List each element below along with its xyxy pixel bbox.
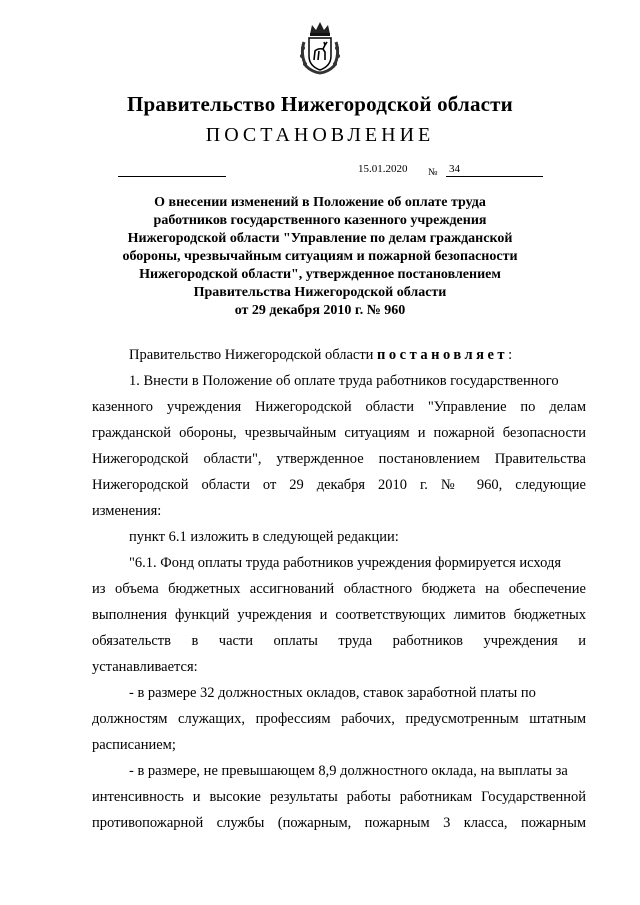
paragraph-line: должностям служащих, профессиям рабочих, предусмотренным штатным xyxy=(92,711,586,727)
paragraph-line: 1. Внести в Положение об оплате труда работников государственного xyxy=(129,373,559,389)
paragraph-line: Нижегородской области", утвержденное постановлением Правительства xyxy=(92,451,586,467)
paragraph-line: гражданской обороны, чрезвычайным ситуациям и пожарной безопасности xyxy=(92,425,586,441)
document-subject xyxy=(110,194,530,320)
document-number: 34 xyxy=(449,163,460,175)
preamble-colon: : xyxy=(508,347,513,363)
paragraph-line: обязательств в части оплаты труда работников учреждения и xyxy=(92,633,586,649)
preamble-verb: постановляет xyxy=(377,347,509,363)
subject-line: от 29 декабря 2010 г. № 960 xyxy=(234,303,406,318)
document-date: 15.01.2020 xyxy=(358,163,408,175)
preamble xyxy=(92,342,586,368)
paragraph-line: - в размере 32 должностных окладов, ставок заработной платы по xyxy=(129,685,536,701)
preamble-text: Правительство Нижегородской области xyxy=(129,347,378,363)
document-type: ПОСТАНОВЛЕНИЕ xyxy=(205,124,435,146)
paragraph-line: устанавливается: xyxy=(92,659,198,675)
paragraph-line: казенного учреждения Нижегородской области "Управление по делам xyxy=(92,399,586,415)
paragraph-line: пункт 6.1 изложить в следующей редакции: xyxy=(129,529,399,545)
subject-line: Правительства Нижегородской области xyxy=(193,285,447,300)
subject-line: Нижегородской области "Управление по делам гражданской xyxy=(127,231,513,246)
paragraph-line: интенсивность и высокие результаты работы работникам Государственной xyxy=(92,789,586,805)
paragraph-line: из объема бюджетных ассигнований областного бюджета на обеспечение xyxy=(92,581,586,597)
paragraph-line: Нижегородской области от 29 декабря 2010 г. № 960, следующие xyxy=(92,477,586,493)
subject-line: Нижегородской области", утвержденное постановлением xyxy=(139,267,501,282)
document-body xyxy=(92,342,586,836)
number-sign: № xyxy=(428,167,438,178)
government-title: Правительство Нижегородской области xyxy=(127,92,513,116)
paragraph-line: противопожарной службы (пожарным, пожарным 3 класса, пожарным xyxy=(92,815,586,831)
paragraph-line: - в размере, не превышающем 8,9 должностного оклада, на выплаты за xyxy=(129,763,568,779)
subject-line: О внесении изменений в Положение об оплате труда xyxy=(154,195,486,210)
signature-line xyxy=(118,176,226,177)
subject-line: обороны, чрезвычайным ситуациям и пожарной безопасности xyxy=(122,249,518,264)
paragraph-line: изменения: xyxy=(92,503,162,519)
number-line xyxy=(446,176,543,177)
paragraph-line: "6.1. Фонд оплаты труда работников учреждения формируется исходя xyxy=(129,555,561,571)
coat-of-arms-icon xyxy=(298,20,342,76)
paragraph-line: выполнения функций учреждения и соответствующих лимитов бюджетных xyxy=(92,607,586,623)
paragraph-line: расписанием; xyxy=(92,737,176,753)
subject-line: работников государственного казенного учреждения xyxy=(153,213,487,228)
